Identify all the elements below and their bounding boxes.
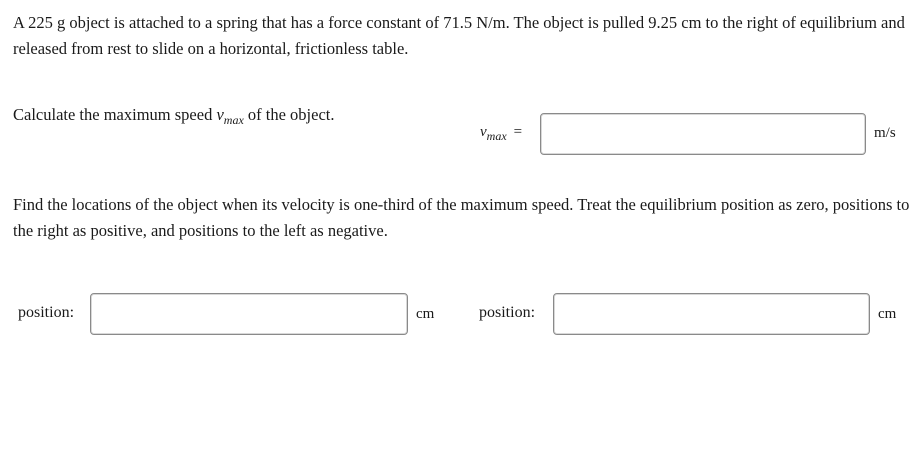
vmax-unit: m/s — [874, 125, 896, 141]
part1-prompt-after: of the object. — [243, 105, 335, 124]
vmax-label-symbol: v — [480, 124, 487, 140]
position1-label: position: — [18, 304, 75, 321]
vmax-answer-label — [480, 124, 522, 141]
part2-prompt: Find the locations of the object when its velocity is one-third of the maximum speed. Treat the equilibrium position as zero, positions to the right as positive, and positions to the left as negative. — [13, 195, 910, 240]
vmax-subscript: max — [223, 113, 244, 127]
position2-unit: cm — [878, 306, 897, 322]
position2-label: position: — [479, 304, 536, 321]
position1-input[interactable] — [90, 293, 408, 335]
vmax-label-subscript: max — [486, 129, 507, 143]
position2-input[interactable] — [553, 293, 870, 335]
vmax-label-equals: = — [513, 124, 523, 140]
vmax-input[interactable] — [540, 113, 866, 155]
position1-unit: cm — [416, 306, 435, 322]
part1-prompt-before: Calculate the maximum speed — [13, 105, 217, 124]
vmax-symbol: v — [216, 105, 224, 124]
problem-statement: A 225 g object is attached to a spring that has a force constant of 71.5 N/m. The object is pulled 9.25 cm to the right of equilibrium and released from rest to slide on a horizontal, frictionless table. — [13, 13, 905, 58]
part1-prompt — [13, 103, 335, 128]
